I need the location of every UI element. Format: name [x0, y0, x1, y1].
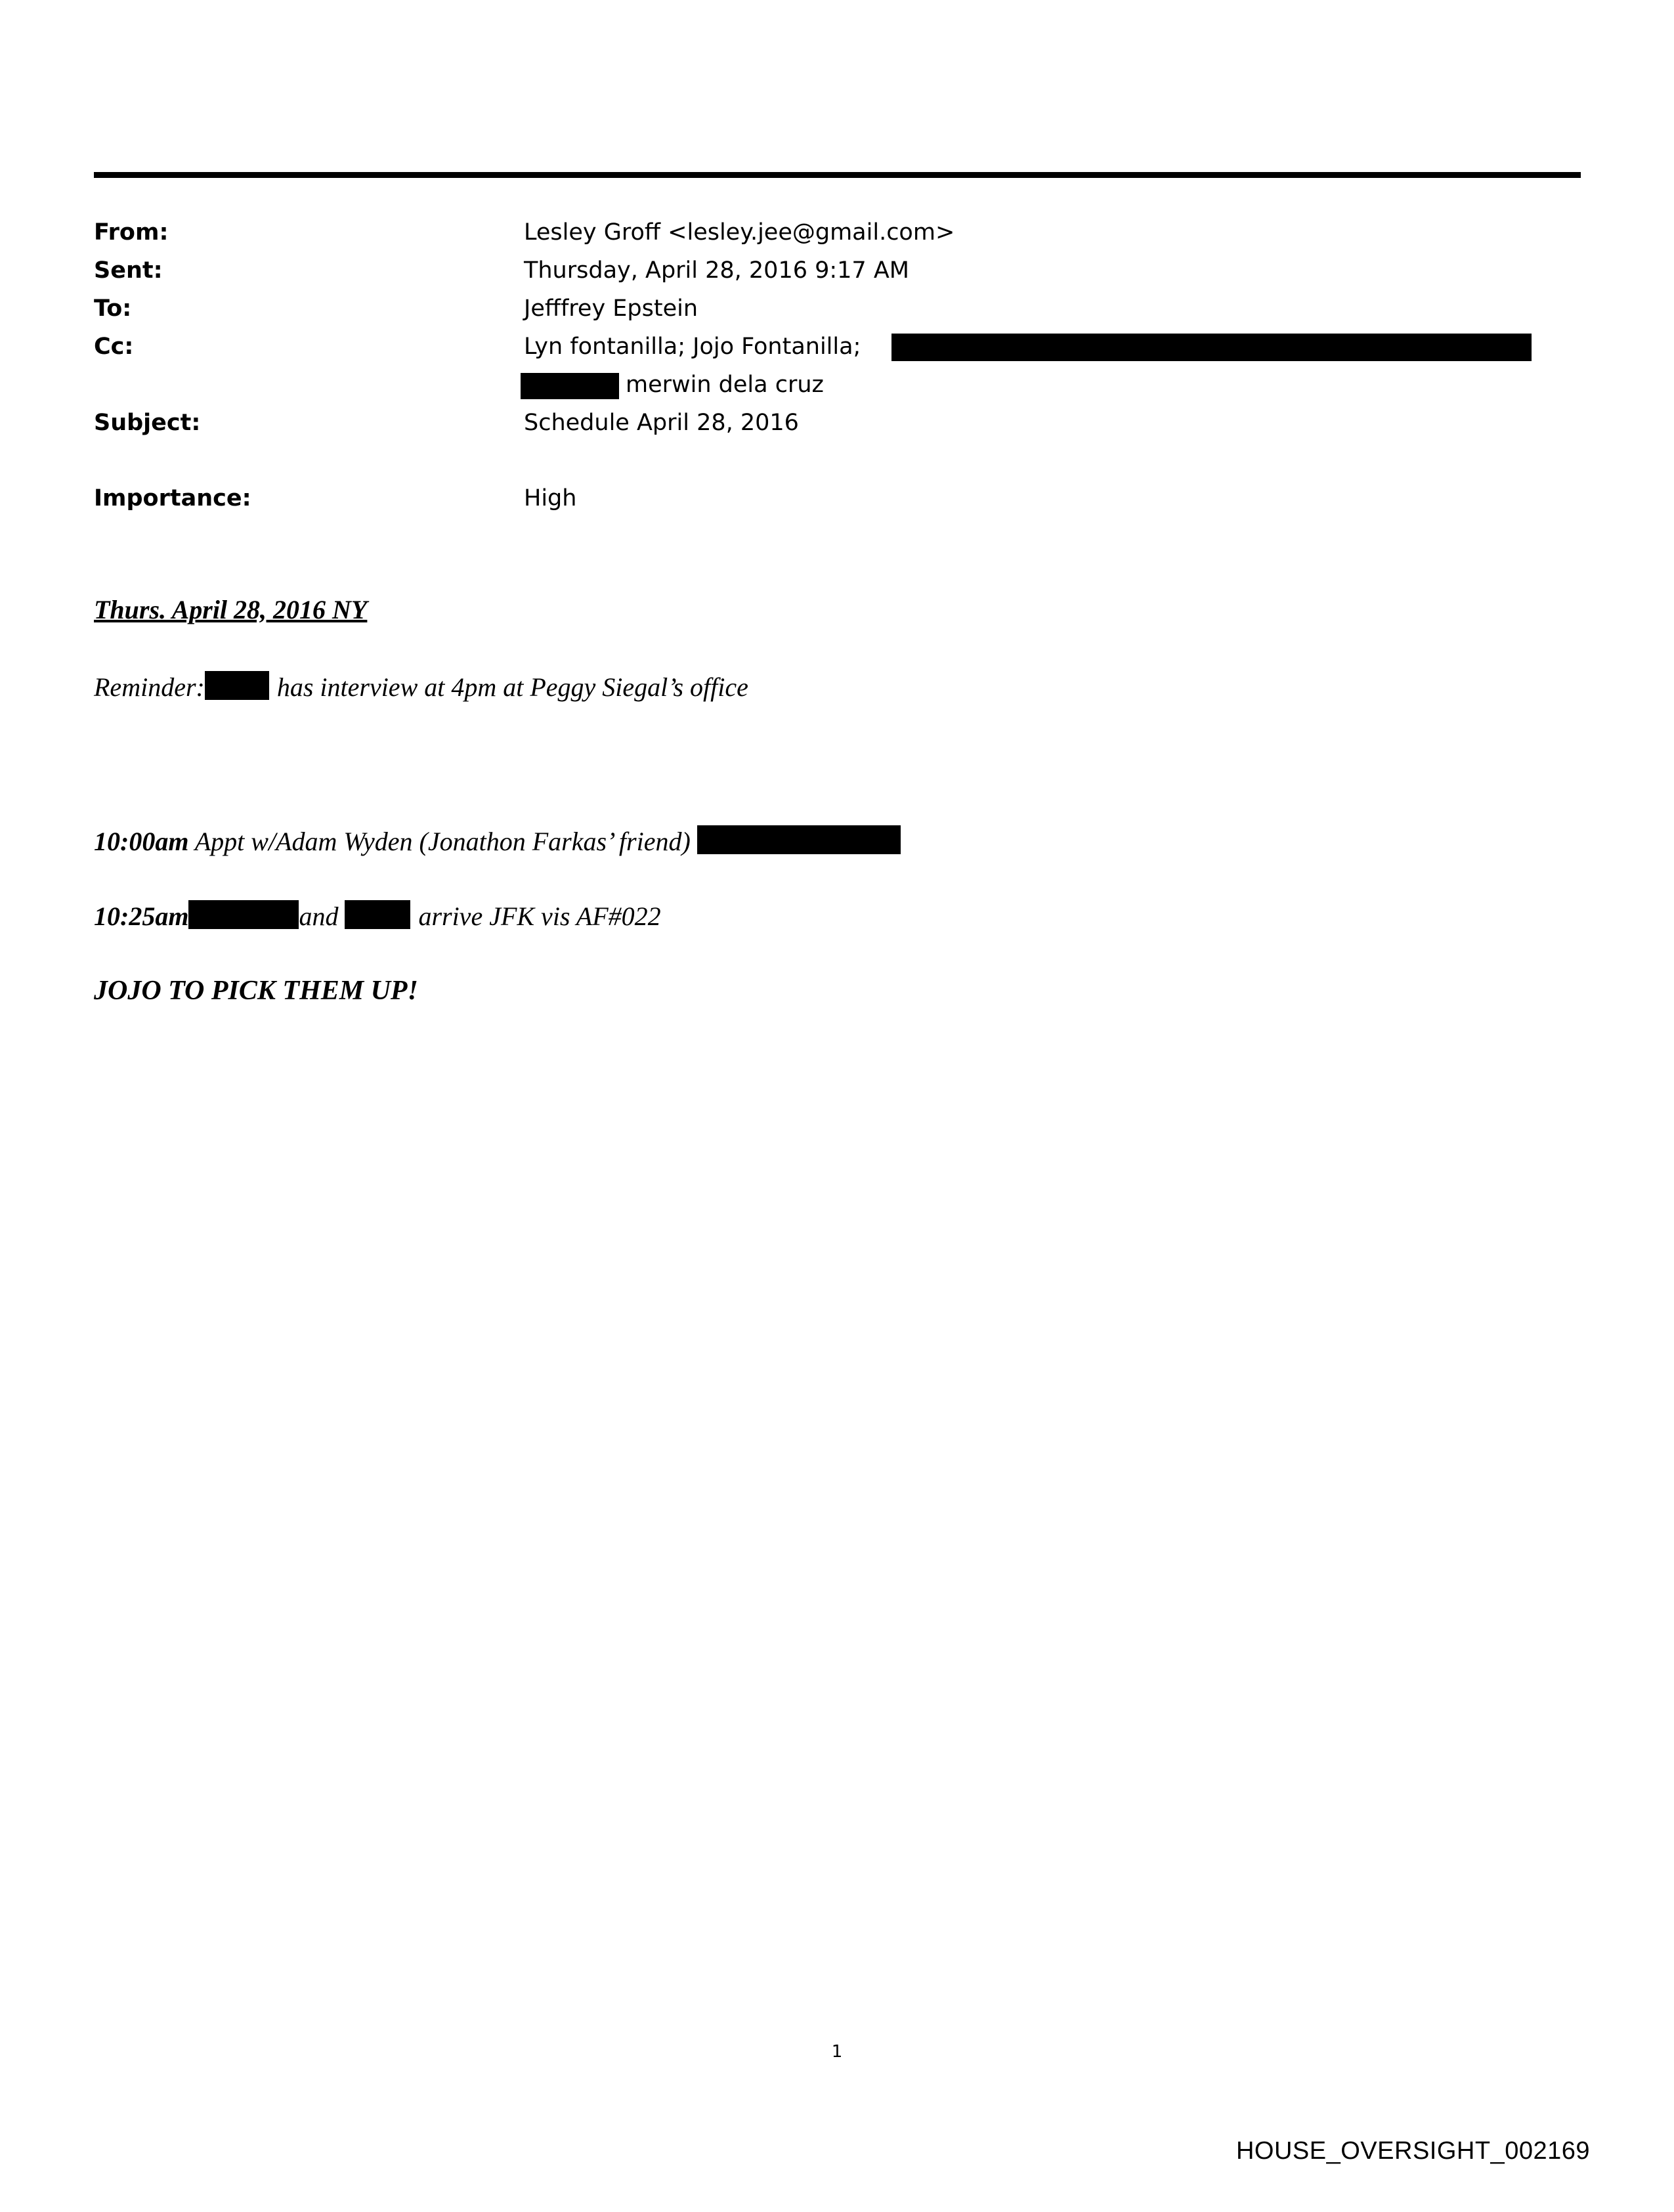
redaction-bar-reminder: [205, 671, 269, 700]
body-pickup-note: JOJO TO PICK THEM UP!: [94, 976, 418, 1006]
sent-label: Sent:: [94, 257, 163, 284]
header-row-cc-continued: [94, 366, 1584, 404]
header-row-sent: [94, 251, 1584, 290]
appointment-text: Appt w/Adam Wyden (Jonathon Farkas’ friend): [188, 827, 697, 856]
redaction-bar-arrival-1: [188, 900, 299, 929]
arrival-time: 10:25am: [94, 901, 189, 931]
cc-value: Lyn fontanilla; Jojo Fontanilla;: [524, 334, 861, 360]
body-appointment-line: [94, 825, 901, 857]
body-date-heading: Thurs. April 28, 2016 NY: [94, 595, 368, 624]
redaction-bar-appointment: [697, 825, 901, 854]
redaction-bar-arrival-2: [345, 900, 410, 929]
to-value: Jefffrey Epstein: [524, 295, 698, 322]
to-label: To:: [94, 295, 132, 322]
header-row-subject: [94, 404, 1584, 442]
arrival-text: arrive JFK vis AF#022: [418, 901, 661, 931]
header-row-importance: [94, 479, 1584, 517]
bates-number: HOUSE_OVERSIGHT_002169: [1235, 2137, 1590, 2165]
importance-value: High: [524, 485, 577, 511]
subject-label: Subject:: [94, 410, 201, 436]
page-number: 1: [831, 2042, 843, 2062]
subject-value: Schedule April 28, 2016: [524, 410, 799, 436]
header-row-to: [94, 290, 1584, 328]
sent-value: Thursday, April 28, 2016 9:17 AM: [524, 257, 909, 284]
cc-value-continued: merwin dela cruz: [626, 372, 824, 398]
header-rule: [94, 172, 1581, 178]
from-label: From:: [94, 219, 169, 246]
redaction-bar-cc-2: [521, 373, 619, 399]
arrival-between: and: [299, 901, 339, 931]
email-header: [94, 213, 1584, 442]
body-arrival-line: [94, 900, 661, 932]
redaction-bar-cc-1: [891, 334, 1532, 361]
reminder-prefix: Reminder:: [94, 672, 205, 702]
from-value: Lesley Groff <lesley.jee@gmail.com>: [524, 219, 955, 246]
importance-label: Importance:: [94, 485, 251, 511]
header-row-from: [94, 213, 1584, 251]
reminder-suffix: has interview at 4pm at Peggy Siegal’s office: [276, 672, 748, 702]
cc-label: Cc:: [94, 334, 134, 360]
appointment-time: 10:00am: [94, 827, 189, 856]
body-reminder-line: [94, 671, 748, 703]
